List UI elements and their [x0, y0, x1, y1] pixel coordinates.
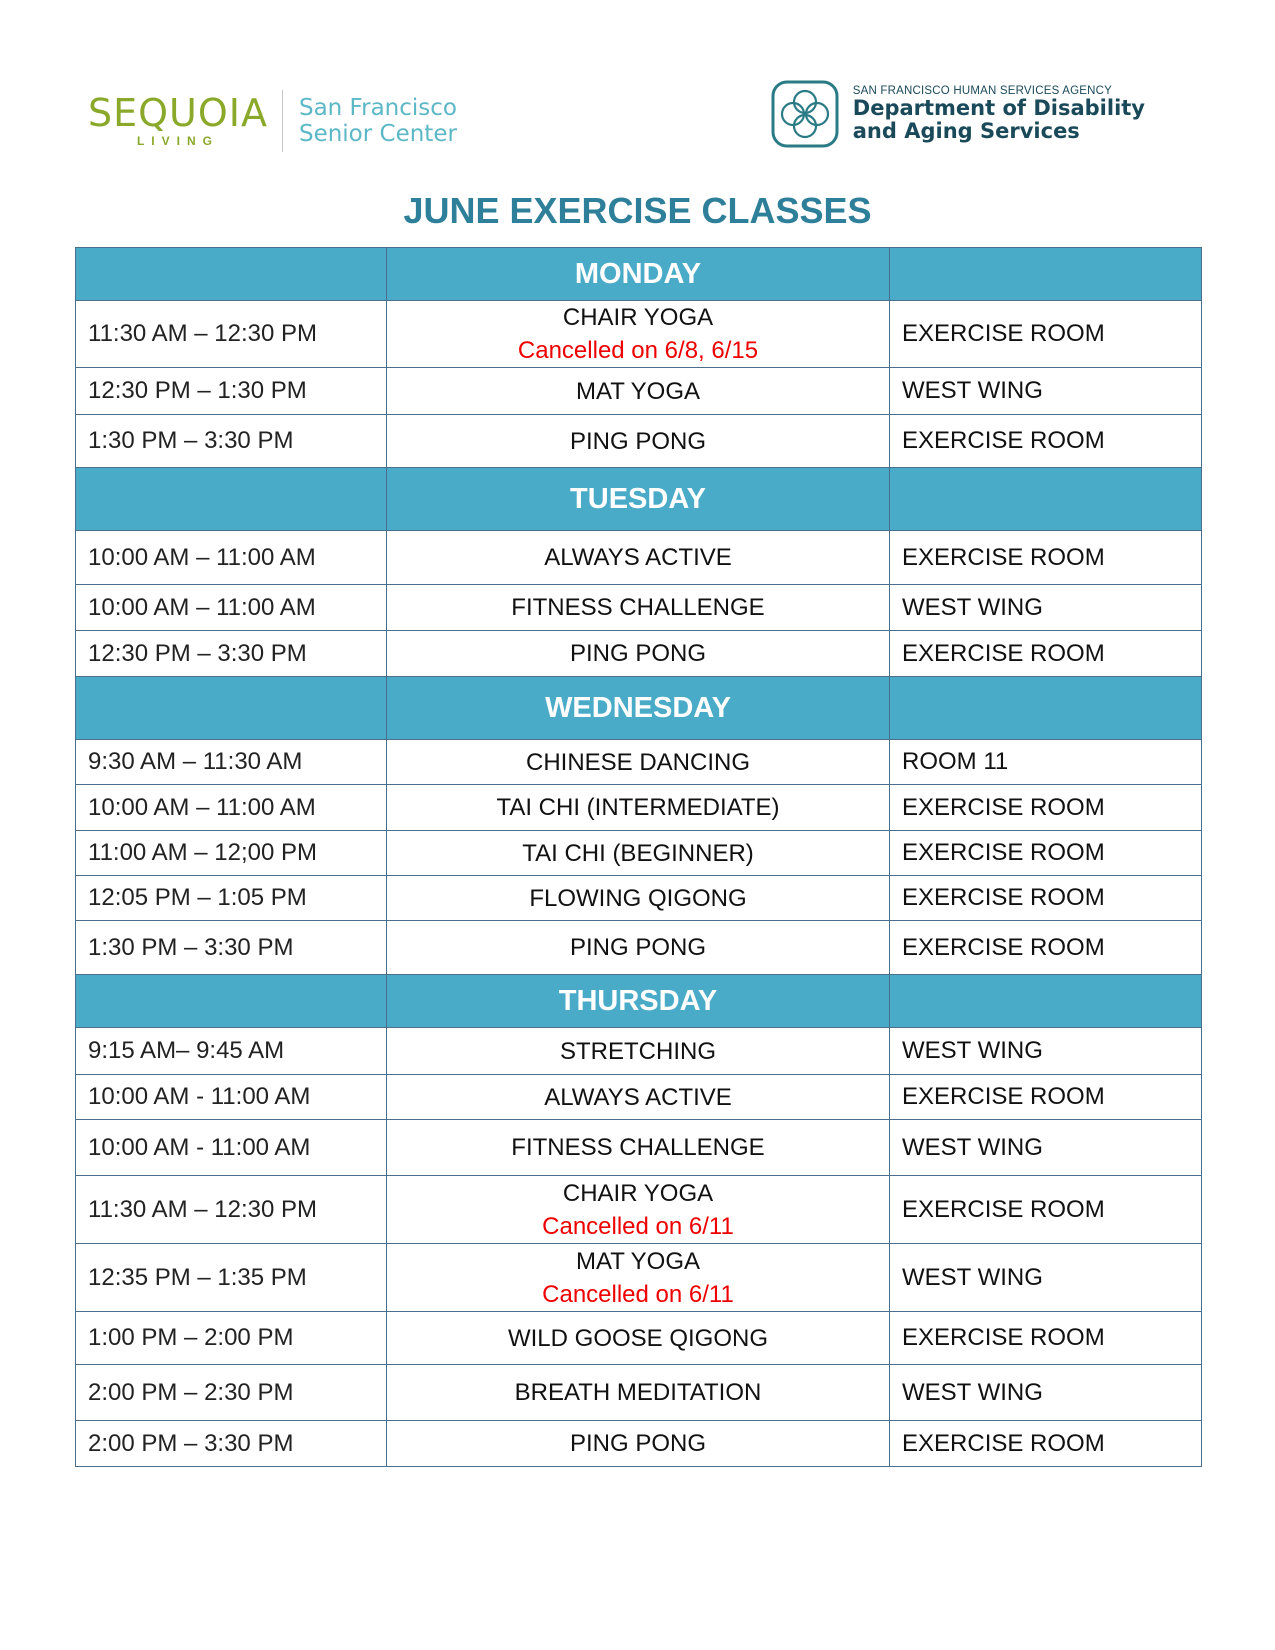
class-location: EXERCISE ROOM	[890, 831, 1202, 876]
class-name: CHINESE DANCING	[525, 748, 751, 776]
class-time: 2:00 PM – 3:30 PM	[76, 1421, 387, 1467]
class-row	[76, 1244, 1202, 1312]
class-location: EXERCISE ROOM	[890, 1421, 1202, 1467]
class-time: 11:30 AM – 12:30 PM	[76, 1176, 387, 1244]
class-row	[76, 921, 1202, 975]
class-location: EXERCISE ROOM	[890, 415, 1202, 468]
class-time: 11:30 AM – 12:30 PM	[76, 301, 387, 368]
class-name: FLOWING QIGONG	[529, 884, 747, 912]
agency-seal-icon	[771, 80, 839, 148]
class-cell	[387, 1312, 890, 1365]
class-name: STRETCHING	[560, 1037, 716, 1065]
class-row	[76, 1075, 1202, 1120]
day-header-blank	[890, 468, 1202, 531]
dept-text	[853, 85, 1145, 143]
class-name: CHAIR YOGA	[562, 304, 714, 331]
class-row	[76, 785, 1202, 831]
class-row	[76, 1176, 1202, 1244]
class-location: WEST WING	[890, 1028, 1202, 1075]
class-row	[76, 415, 1202, 468]
class-time: 12:35 PM – 1:35 PM	[76, 1244, 387, 1312]
class-name: WILD GOOSE QIGONG	[507, 1324, 769, 1352]
class-cell	[387, 1075, 890, 1120]
class-location: EXERCISE ROOM	[890, 1312, 1202, 1365]
class-row	[76, 740, 1202, 785]
class-time: 1:30 PM – 3:30 PM	[76, 921, 387, 975]
class-time: 10:00 AM – 11:00 AM	[76, 785, 387, 831]
class-name: CHAIR YOGA	[562, 1179, 714, 1207]
class-time: 10:00 AM - 11:00 AM	[76, 1120, 387, 1176]
class-row	[76, 1120, 1202, 1176]
class-name: PING PONG	[569, 640, 707, 667]
class-row	[76, 1365, 1202, 1421]
class-name: MAT YOGA	[575, 1247, 701, 1275]
class-time: 1:30 PM – 3:30 PM	[76, 415, 387, 468]
class-location: WEST WING	[890, 1120, 1202, 1176]
class-name: ALWAYS ACTIVE	[544, 1083, 732, 1111]
class-cell	[387, 1176, 890, 1244]
class-location: EXERCISE ROOM	[890, 531, 1202, 585]
class-cell	[387, 740, 890, 785]
class-cell	[387, 585, 890, 631]
class-name: FITNESS CHALLENGE	[511, 1134, 765, 1161]
class-location: EXERCISE ROOM	[890, 301, 1202, 368]
class-time: 2:00 PM – 2:30 PM	[76, 1365, 387, 1421]
day-header-row	[76, 468, 1202, 531]
page-title: JUNE EXERCISE CLASSES	[403, 190, 872, 231]
class-time: 9:15 AM– 9:45 AM	[76, 1028, 387, 1075]
class-cell	[387, 1028, 890, 1075]
day-name: WEDNESDAY	[387, 677, 890, 740]
day-name: TUESDAY	[387, 468, 890, 531]
class-time: 10:00 AM - 11:00 AM	[76, 1075, 387, 1120]
day-header-row	[76, 677, 1202, 740]
class-name: MAT YOGA	[575, 377, 701, 405]
senior-center-name	[299, 95, 457, 147]
senior-center-line-1: San Francisco	[298, 95, 457, 121]
cancellation-note: Cancelled on 6/8, 6/15	[517, 337, 759, 364]
class-cell	[387, 921, 890, 975]
exercise-schedule-table	[75, 247, 1202, 1467]
class-location: WEST WING	[890, 1365, 1202, 1421]
agency-name: SAN FRANCISCO HUMAN SERVICES AGENCY	[852, 85, 1112, 97]
sequoia-brand-text: SEQUOIA	[88, 91, 268, 135]
day-header-blank	[76, 248, 387, 301]
class-name: PING PONG	[569, 427, 707, 455]
class-location: EXERCISE ROOM	[890, 631, 1202, 677]
cancellation-note: Cancelled on 6/11	[542, 1212, 734, 1240]
cancellation-note: Cancelled on 6/11	[542, 1280, 734, 1308]
class-time: 1:00 PM – 2:00 PM	[76, 1312, 387, 1365]
class-cell	[387, 1120, 890, 1176]
class-row	[76, 1421, 1202, 1467]
class-location: EXERCISE ROOM	[890, 1176, 1202, 1244]
class-cell	[387, 785, 890, 831]
class-time: 10:00 AM – 11:00 AM	[76, 585, 387, 631]
dept-name-line-1: Department of Disability	[852, 96, 1145, 120]
class-location: EXERCISE ROOM	[890, 921, 1202, 975]
class-row	[76, 831, 1202, 876]
class-cell	[387, 831, 890, 876]
class-cell	[387, 1365, 890, 1421]
class-cell	[387, 415, 890, 468]
day-header-blank	[76, 468, 387, 531]
class-cell	[387, 1244, 890, 1312]
class-cell	[387, 631, 890, 677]
class-row	[76, 631, 1202, 677]
class-name: FITNESS CHALLENGE	[511, 594, 765, 621]
class-cell	[387, 368, 890, 415]
day-header-row	[76, 248, 1202, 301]
sequoia-senior-center-logo	[88, 90, 457, 152]
dept-disability-aging-logo	[771, 80, 1145, 148]
class-row	[76, 368, 1202, 415]
class-location: EXERCISE ROOM	[890, 876, 1202, 921]
class-location: WEST WING	[890, 368, 1202, 415]
class-name: TAI CHI (BEGINNER)	[522, 839, 754, 867]
day-header-row	[76, 975, 1202, 1028]
class-name: PING PONG	[569, 934, 707, 961]
class-cell	[387, 531, 890, 585]
sequoia-living-logo	[88, 91, 268, 148]
day-name: THURSDAY	[387, 975, 890, 1028]
day-header-blank	[76, 975, 387, 1028]
class-name: TAI CHI (INTERMEDIATE)	[496, 794, 780, 821]
day-header-blank	[890, 248, 1202, 301]
class-location: WEST WING	[890, 1244, 1202, 1312]
class-row	[76, 531, 1202, 585]
dept-name-line-2: and Aging Services	[852, 119, 1080, 143]
day-header-blank	[890, 975, 1202, 1028]
class-time: 10:00 AM – 11:00 AM	[76, 531, 387, 585]
class-time: 12:30 PM – 3:30 PM	[76, 631, 387, 677]
class-cell	[387, 301, 890, 368]
schedule-body	[76, 248, 1202, 1467]
class-time: 9:30 AM – 11:30 AM	[76, 740, 387, 785]
class-name: ALWAYS ACTIVE	[544, 544, 732, 571]
sequoia-brand-subtext: LIVING	[136, 134, 219, 148]
class-location: ROOM 11	[890, 740, 1202, 785]
class-row	[76, 1028, 1202, 1075]
class-location: EXERCISE ROOM	[890, 1075, 1202, 1120]
class-cell	[387, 876, 890, 921]
class-location: EXERCISE ROOM	[890, 785, 1202, 831]
day-name: MONDAY	[387, 248, 890, 301]
class-time: 11:00 AM – 12;00 PM	[76, 831, 387, 876]
class-row	[76, 1312, 1202, 1365]
day-header-blank	[76, 677, 387, 740]
page-header	[88, 70, 1145, 160]
senior-center-line-2: Senior Center	[298, 121, 457, 147]
class-cell	[387, 1421, 890, 1467]
class-time: 12:05 PM – 1:05 PM	[76, 876, 387, 921]
day-header-blank	[890, 677, 1202, 740]
logo-divider	[282, 90, 283, 152]
class-row	[76, 876, 1202, 921]
class-location: WEST WING	[890, 585, 1202, 631]
class-row	[76, 301, 1202, 368]
class-row	[76, 585, 1202, 631]
class-time: 12:30 PM – 1:30 PM	[76, 368, 387, 415]
class-name: PING PONG	[569, 1430, 707, 1457]
class-name: BREATH MEDITATION	[514, 1379, 762, 1406]
